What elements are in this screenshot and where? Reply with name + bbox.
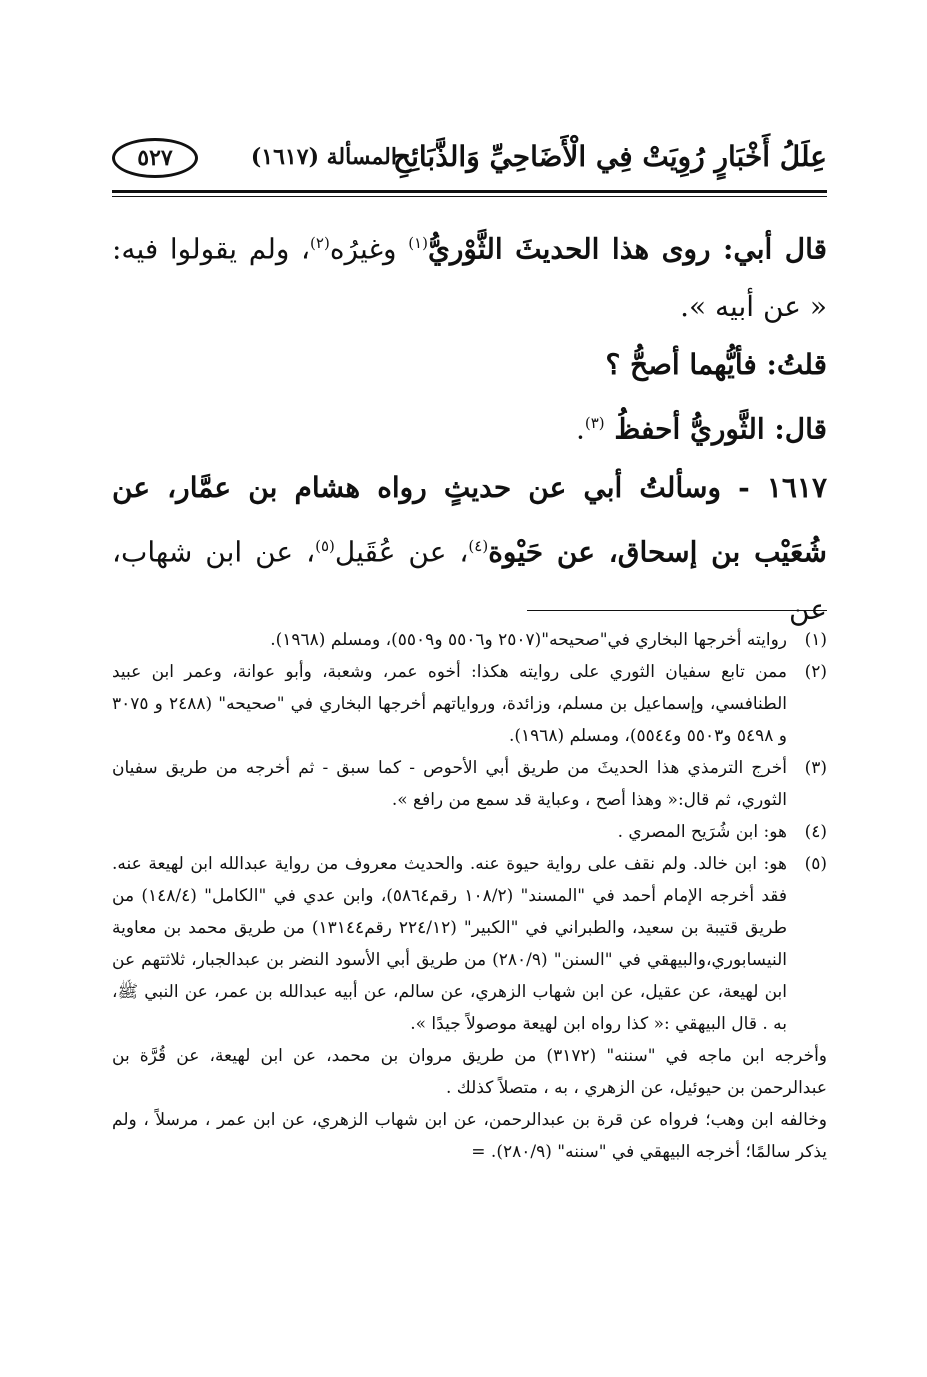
footnote-text: أخرج الترمذي هذا الحديثَ من طريق أبي الأحوص - كما سبق - ثم أخرجه من طريق سفيان الثوري، ثم قال:« وهذا أصح ، وعباية قد سمع من رافع ». [112,758,787,810]
page-number: ٥٢٧ [137,145,173,171]
running-title: عِلَلُ أَخْبَارٍ رُوِيَتْ فِي الْأَضَاحِيِّ وَالذَّبَائِحِ [393,140,827,173]
p3-part-a: قال: الثَّوريُّ أحفظُ [604,412,827,446]
paragraph-4 [112,459,827,639]
footnote-number: (٢) [804,662,827,682]
header-rule-thin [112,196,827,197]
header-rule-thick [112,190,827,193]
footnote-2 [112,656,827,752]
footnote-5-continuation-1: وأخرجه ابن ماجه في "سننه" (٣١٧٢) من طريق مروان بن محمد، عن ابن لهيعة، عن قُرَّة بن عبدالرحمن بن حيوئيل، عن الزهري ، به ، متصلاً كذلك . [112,1046,828,1098]
footnote-3 [112,752,827,816]
footnote-1 [112,624,827,656]
footnote-ref-5: (٥) [315,536,335,555]
footnote-text: ممن تابع سفيان الثوري على روايته هكذا: أخوه عمر، وشعبة، وأبو عوانة، وعمر ابن عبيد الطنافسي، وإسماعيل بن مسلم، وزائدة، ورواياتهم أخرجها البخاري في "صحيحه" (٢٤٨٨ و ٣٠٧٥ و ٥٤٩٨ و٥٥٠٣ و٥٥٤٤)، ومسلم (١٩٦٨). [112,662,787,746]
footnote-ref-1: (١) [408,234,428,252]
footnote-text: هو: ابن خالد. ولم نقف على رواية حيوة عنه. والحديث معروف من رواية عبدالله ابن لهيعة عنه. فقد أخرجه الإمام أحمد في "المسند" (١٠٨/٢ رقم٥٨٦٤)، وابن عدي في "الكامل" (١٤٨/٤) من طريق قتيبة بن سعيد، والطبراني في "الكبير" (٢٢٤/١٢ رقم١٣١٤٤) من طريق محمد بن معاوية النيسابوري،والبيهقي في "السنن" (٢٨٠/٩) من طريق أبي الأسود النضر بن عبدالجبار، ثلاثتهم عن ابن لهيعة، عن عقيل، عن ابن شهاب الزهري، عن سالم، عن أبيه عبدالله بن عمر، عن النبي ﷺ، به . قال البيهقي :« كذا رواه ابن لهيعة موصولاً جيدًا ». [112,854,788,1034]
page-number-badge [112,138,198,178]
footnote-ref-2: (٢) [310,234,330,252]
footnote-number: (٣) [804,758,827,778]
footnote-ref-4: (٤) [468,536,489,555]
footnote-ref-3: (٣) [584,414,605,433]
p4-part-c: ، عن ابن شهاب، عن [112,534,827,626]
page-header [112,134,827,184]
p4-part-b: ، عن عُقَيل [334,534,469,568]
footnote-text: هو: ابن شُرَيح المصري . [617,822,787,842]
p1-part-b: وغيرُه [329,232,409,266]
footnote-5-continuation-2: وخالفه ابن وهب؛ فرواه عن قرة بن عبدالرحمن، عن ابن شهاب الزهري، عن ابن عمر ، مرسلاً ، ولم يذكر سالمًا؛ أخرجه البيهقي في "سننه" (٢٨٠/٩). = [112,1110,827,1162]
p3-part-b: . [575,412,585,446]
footnote-number: (٥) [804,854,827,874]
paragraph-2 [112,336,827,394]
footnote-number: (١) [804,630,827,650]
paragraph-1 [112,214,827,336]
footnote-separator [527,610,827,611]
p2-text: قلتُ: فأيُّهما أصحُّ ؟ [605,348,827,382]
footnotes [112,624,827,1168]
issue-number: المسألة (١٦١٧) [250,144,397,170]
p4-part-a: ١٦١٧ - وسألتُ أبي عن حديثٍ رواه هشام بن عمَّار، عن شُعَيْب بن إسحاق، عن حَيْوة [112,470,827,568]
p1-part-a: قال أبي: روى هذا الحديثَ الثَّوْريُّ [427,232,828,266]
footnote-number: (٤) [804,822,827,842]
main-text [112,214,827,639]
footnote-4 [112,816,827,848]
footnote-text: روايته أخرجها البخاري في"صحيحه"(٢٥٠٧ و٥٥٠٦ و٥٥٠٩)، ومسلم (١٩٦٨). [270,630,787,650]
footnote-5 [112,848,827,1040]
paragraph-3 [112,394,827,458]
p1-part-c: ، ولم يقولوا فيه: « عن أبيه ». [112,232,827,324]
